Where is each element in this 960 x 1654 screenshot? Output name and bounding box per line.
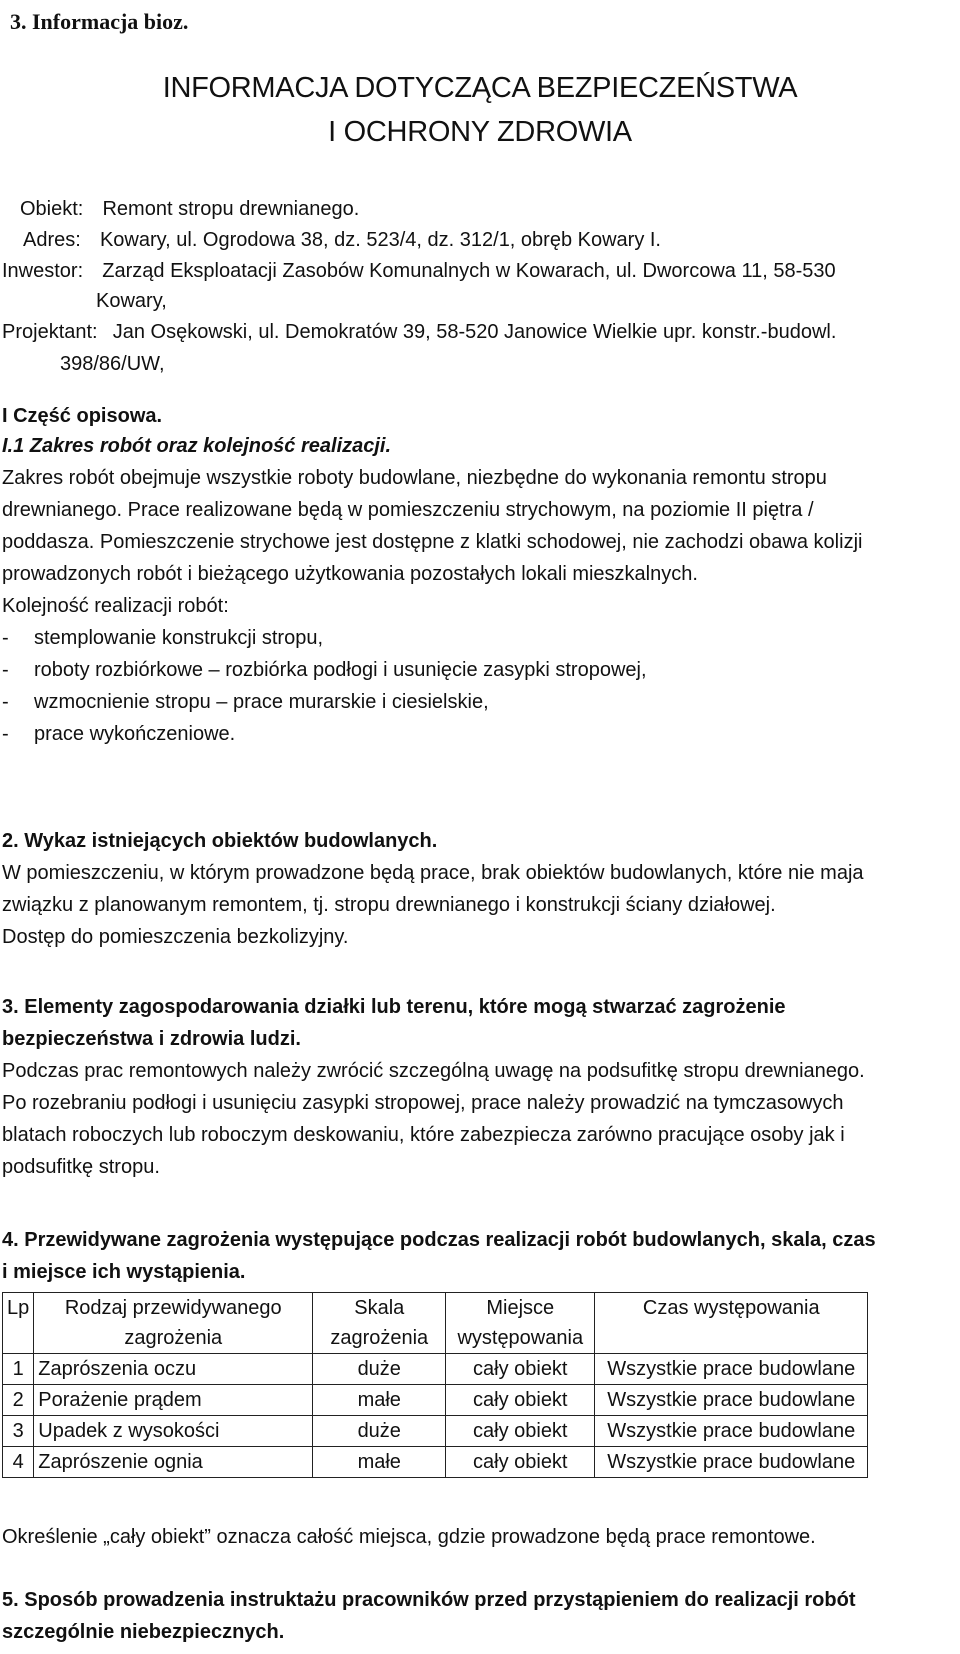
cell-lp: 2 <box>3 1385 34 1416</box>
cell-type: Zaprószenie ognia <box>34 1447 313 1478</box>
cell-time: Wszystkie prace budowlane <box>595 1354 868 1385</box>
part-1-paragraph-line: drewnianego. Prace realizowane będą w pomieszczeniu strychowym, na poziomie II piętra / <box>2 499 814 521</box>
designer-value-line-1: Jan Osękowski, ul. Demokratów 39, 58-520 Janowice Wielkie upr. konstr.-budowl. <box>112 321 837 343</box>
part-1-paragraph-line: Zakres robót obejmuje wszystkie roboty budowlane, niezbędne do wykonania remontu stropu <box>2 467 827 489</box>
header-scale-line-1: Skala <box>354 1297 405 1319</box>
meta-object <box>20 193 359 225</box>
cell-place: cały obiekt <box>446 1447 595 1478</box>
section-4-heading-line-2: i miejsce ich wystąpienia. <box>2 1261 246 1283</box>
list-dash: - <box>2 691 9 713</box>
table-row <box>3 1385 868 1416</box>
cell-scale: małe <box>313 1385 446 1416</box>
investor-label: Inwestor: <box>2 260 84 282</box>
table-header-row <box>3 1293 868 1354</box>
address-value: Kowary, ul. Ogrodowa 38, dz. 523/4, dz. 312/1, obręb Kowary I. <box>99 229 661 251</box>
cell-time: Wszystkie prace budowlane <box>595 1416 868 1447</box>
section-5 <box>2 1584 952 1648</box>
designer-label: Projektant: <box>2 321 98 343</box>
header-lp: Lp <box>3 1293 34 1354</box>
cell-type: Porażenie prądem <box>34 1385 313 1416</box>
investor-value-line-2: Kowary, <box>96 290 167 312</box>
list-dash: - <box>2 659 9 681</box>
list-dash: - <box>2 723 9 745</box>
address-label: Adres: <box>23 229 81 251</box>
section-label: 3. Informacja bioz. <box>10 9 189 34</box>
section-5-heading-line-2: szczególnie niebezpiecznych. <box>2 1621 285 1643</box>
section-3 <box>2 991 942 1183</box>
section-2-line: Dostęp do pomieszczenia bezkolizyjny. <box>2 926 349 948</box>
section-2-line: W pomieszczeniu, w którym prowadzone będą prace, brak obiektów budowlanych, które nie maja <box>2 862 864 884</box>
object-value: Remont stropu drewnianego. <box>102 198 360 220</box>
section-3-line: Po rozebraniu podłogi i usunięciu zasypki stropowej, prace należy prowadzić na tymczasowych <box>2 1092 844 1114</box>
header-place <box>446 1293 595 1354</box>
cell-time: Wszystkie prace budowlane <box>595 1447 868 1478</box>
part-1 <box>2 400 942 750</box>
header-scale-line-2: zagrożenia <box>330 1327 429 1349</box>
list-dash: - <box>2 627 9 649</box>
table-note: Określenie „cały obiekt” oznacza całość miejsca, gdzie prowadzone będą prace remontowe. <box>2 1526 816 1548</box>
list-item <box>2 718 942 750</box>
header-scale <box>313 1293 446 1354</box>
part-1-paragraph-line: prowadzonych robót i bieżącego użytkowania pozostałych lokali mieszkalnych. <box>2 563 698 585</box>
cell-place: cały obiekt <box>446 1385 595 1416</box>
cell-type: Zaprószenia oczu <box>34 1354 313 1385</box>
section-3-line: podsufitkę stropu. <box>2 1156 160 1178</box>
cell-scale: duże <box>313 1354 446 1385</box>
cell-scale: małe <box>313 1447 446 1478</box>
cell-place: cały obiekt <box>446 1416 595 1447</box>
order-label: Kolejność realizacji robót: <box>2 595 229 617</box>
section-2-line: związku z planowanym remontem, tj. stropu drewnianego i konstrukcji ściany działowej. <box>2 894 776 916</box>
list-item <box>2 686 942 718</box>
section-3-line: Podczas prac remontowych należy zwrócić szczególną uwagę na podsufitkę stropu drewnianego. <box>2 1060 865 1082</box>
cell-time: Wszystkie prace budowlane <box>595 1385 868 1416</box>
header-type <box>34 1293 313 1354</box>
investor-value-line-1: Zarząd Eksploatacji Zasobów Komunalnych w Kowarach, ul. Dworcowa 11, 58-530 <box>102 260 836 282</box>
header-place-line-2: występowania <box>457 1327 584 1349</box>
list-item-text: prace wykończeniowe. <box>34 723 236 745</box>
header-place-line-1: Miejsce <box>486 1297 555 1319</box>
section-3-line: blatach roboczych lub roboczym deskowaniu, które zabezpiecza zarówno pracujące osoby jak i <box>2 1124 845 1146</box>
part-1-heading: I Część opisowa. <box>2 405 163 427</box>
cell-lp: 1 <box>3 1354 34 1385</box>
meta-address <box>23 224 661 256</box>
cell-type: Upadek z wysokości <box>34 1416 313 1447</box>
header-type-line-1: Rodzaj przewidywanego <box>64 1297 282 1319</box>
list-item <box>2 654 942 686</box>
designer-value-line-2: 398/86/UW, <box>60 353 165 375</box>
section-3-heading-line-1: 3. Elementy zagospodarowania działki lub terenu, które mogą stwarzać zagrożenie <box>2 996 786 1018</box>
title-line-1: INFORMACJA DOTYCZĄCA BEZPIECZEŃSTWA <box>162 72 798 104</box>
title-line-2: I OCHRONY ZDROWIA <box>328 116 632 148</box>
cell-lp: 4 <box>3 1447 34 1478</box>
section-4-heading-line-1: 4. Przewidywane zagrożenia występujące podczas realizacji robót budowlanych, skala, czas <box>2 1229 876 1251</box>
cell-place: cały obiekt <box>446 1354 595 1385</box>
list-item-text: wzmocnienie stropu – prace murarskie i ciesielskie, <box>34 691 489 713</box>
table-row <box>3 1447 868 1478</box>
section-3-heading-line-2: bezpieczeństwa i zdrowia ludzi. <box>2 1028 301 1050</box>
table-row <box>3 1416 868 1447</box>
meta-designer <box>2 316 836 348</box>
cell-lp: 3 <box>3 1416 34 1447</box>
list-item <box>2 622 942 654</box>
part-1-subheading: I.1 Zakres robót oraz kolejność realizacji. <box>2 435 392 457</box>
table-row <box>3 1354 868 1385</box>
list-item-text: stemplowanie konstrukcji stropu, <box>34 627 324 649</box>
section-2 <box>2 825 942 953</box>
cell-scale: duże <box>313 1416 446 1447</box>
document-title <box>0 66 960 154</box>
part-1-paragraph-line: poddasza. Pomieszczenie strychowe jest dostępne z klatki schodowej, nie zachodzi obawa kolizji <box>2 531 863 553</box>
section-4 <box>2 1224 952 1288</box>
header-type-line-2: zagrożenia <box>124 1327 223 1349</box>
hazards-table <box>2 1292 868 1478</box>
header-time: Czas występowania <box>595 1293 868 1354</box>
object-label: Obiekt: <box>20 198 84 220</box>
list-item-text: roboty rozbiórkowe – rozbiórka podłogi i usunięcie zasypki stropowej, <box>34 659 647 681</box>
section-5-heading-line-1: 5. Sposób prowadzenia instruktażu pracowników przed przystąpieniem do realizacji robót <box>2 1589 856 1611</box>
section-2-heading: 2. Wykaz istniejących obiektów budowlanych. <box>2 830 438 852</box>
meta-investor <box>2 255 836 287</box>
